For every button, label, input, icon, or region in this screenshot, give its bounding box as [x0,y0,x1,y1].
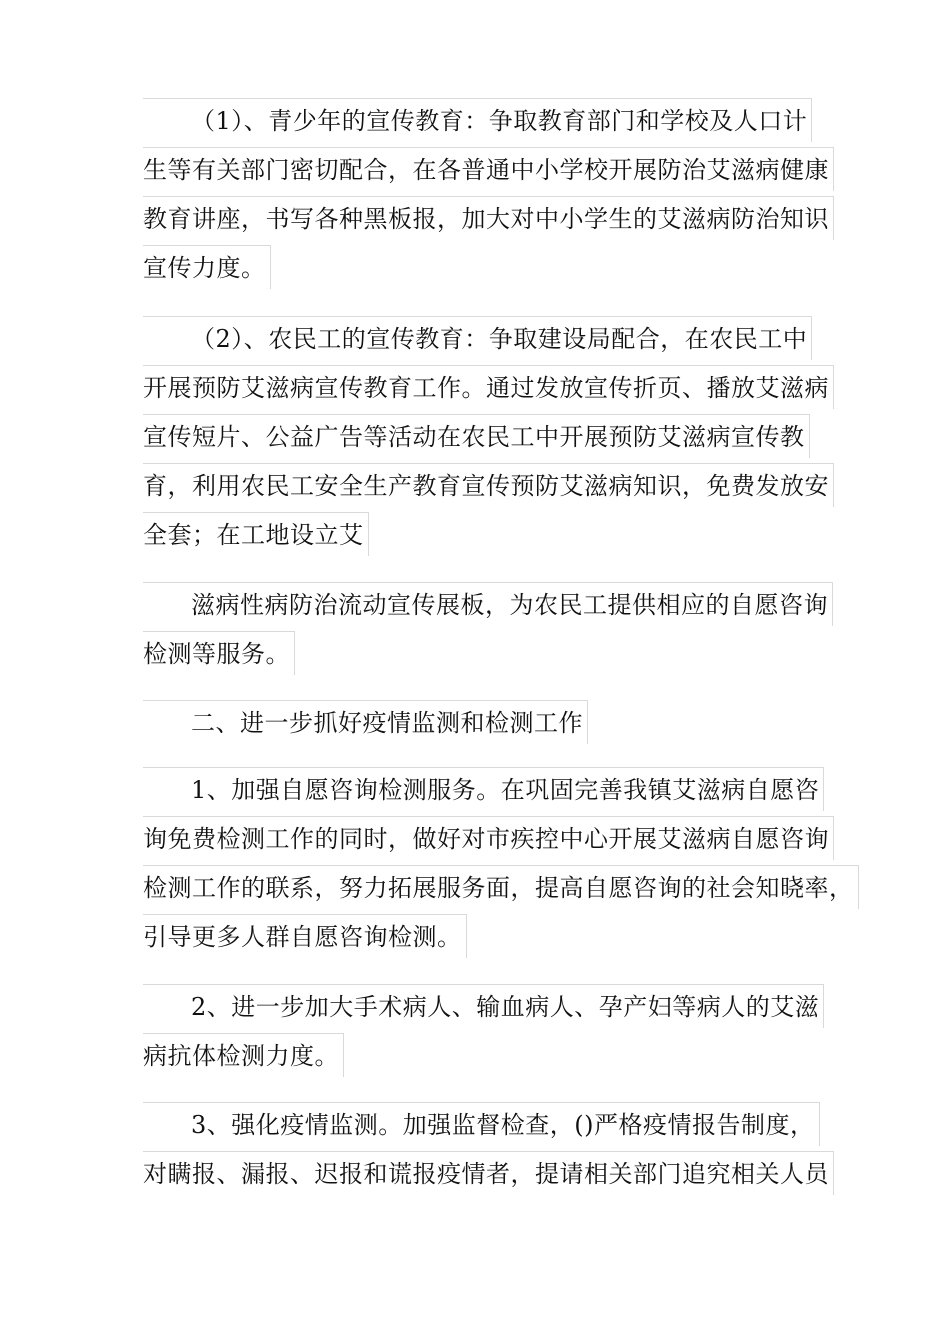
text-line: 3、强化疫情监测。加强监督检查，()严格疫情报告制度， [143,1102,820,1146]
text-line: 宣传力度。 [143,245,271,289]
text-line: 引导更多人群自愿咨询检测。 [143,914,467,958]
text-line: 1、加强自愿咨询检测服务。在巩固完善我镇艾滋病自愿咨 [143,767,824,811]
text-line: 教育讲座，书写各种黑板报，加大对中小学生的艾滋病防治知识 [143,196,834,240]
text-line: 检测等服务。 [143,631,295,675]
text-line: 开展预防艾滋病宣传教育工作。通过发放宣传折页、播放艾滋病 [143,365,834,409]
text-line: 生等有关部门密切配合，在各普通中小学校开展防治艾滋病健康 [143,147,834,191]
text-line: 对瞒报、漏报、迟报和谎报疫情者，提请相关部门追究相关人员 [143,1151,834,1195]
text-line: 宣传短片、公益广告等活动在农民工中开展预防艾滋病宣传教 [143,414,810,458]
text-line: （1）、青少年的宣传教育：争取教育部门和学校及人口计 [143,98,812,142]
text-line: 2、进一步加大手术病人、输血病人、孕产妇等病人的艾滋 [143,984,824,1028]
text-line: 育，利用农民工安全生产教育宣传预防艾滋病知识，免费发放安 [143,463,834,507]
text-line: 滋病性病防治流动宣传展板，为农民工提供相应的自愿咨询 [143,582,833,626]
text-line: 全套；在工地设立艾 [143,512,369,556]
text-line: 检测工作的联系，努力拓展服务面，提高自愿咨询的社会知晓率， [143,865,859,909]
text-line: 病抗体检测力度。 [143,1033,344,1077]
text-line: （2）、农民工的宣传教育：争取建设局配合，在农民工中 [143,316,812,360]
section-heading: 二、进一步抓好疫情监测和检测工作 [143,700,588,744]
text-line: 询免费检测工作的同时，做好对市疾控中心开展艾滋病自愿咨询 [143,816,834,860]
